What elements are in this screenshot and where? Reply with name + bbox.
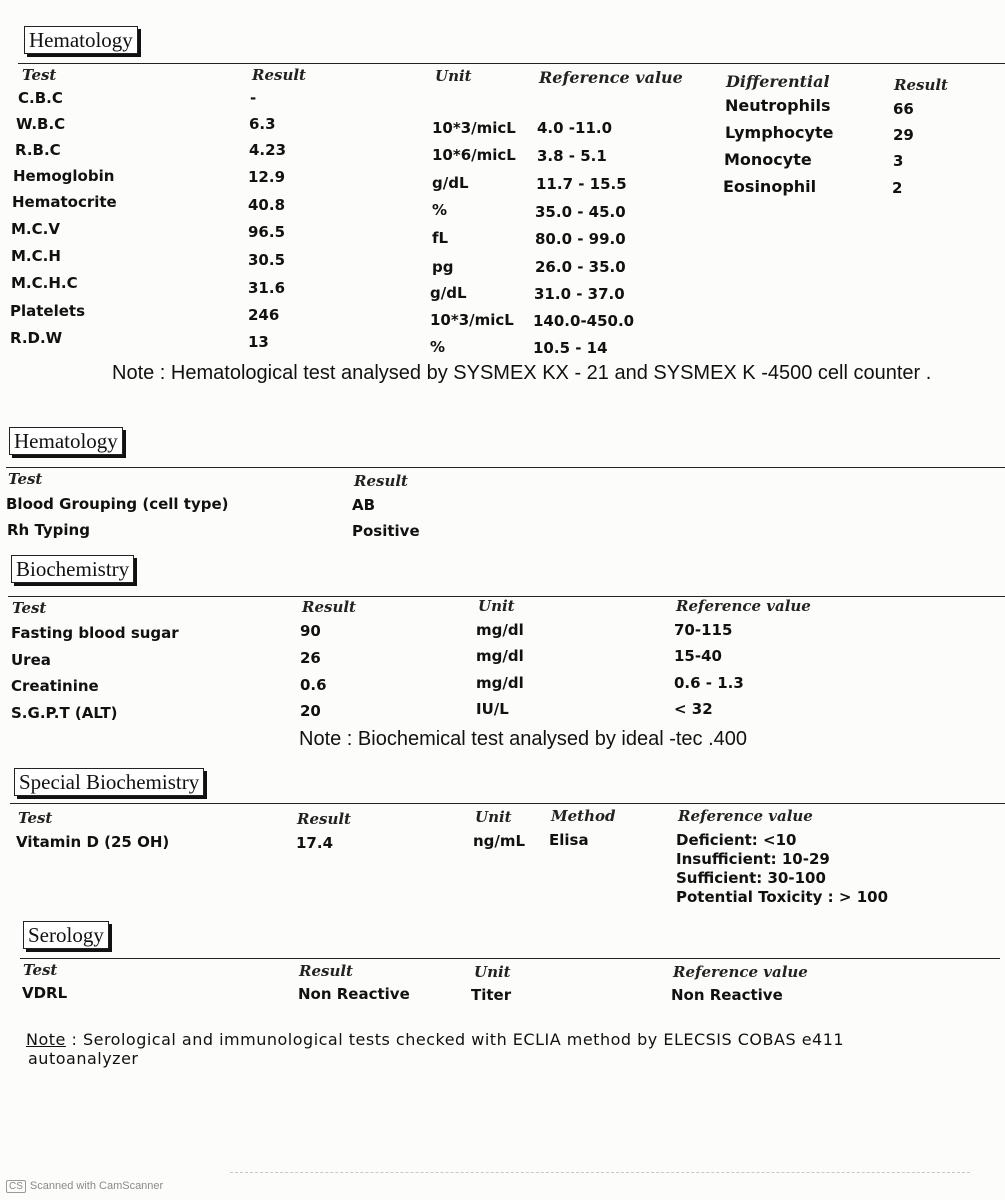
col-header-unit: Unit <box>478 597 515 615</box>
section-rule <box>10 803 1005 804</box>
differential-result: 2 <box>892 179 903 197</box>
scanner-watermark <box>6 1180 163 1193</box>
test-unit: 10*6/micL <box>432 146 516 164</box>
col-header-result: Result <box>297 810 351 828</box>
test-reference: 35.0 - 45.0 <box>535 203 626 221</box>
test-result: 13 <box>248 333 269 351</box>
test-name: M.C.H <box>11 247 61 265</box>
col-header-differential: Differential <box>726 72 830 91</box>
reference-line: Insufficient: 10-29 <box>676 850 830 868</box>
test-name: M.C.V <box>11 220 60 238</box>
col-header-reference: Reference value <box>678 807 813 825</box>
section-title-hematology-blood: Hematology <box>9 427 123 455</box>
col-header-result: Result <box>354 472 408 490</box>
test-unit: mg/dl <box>476 647 524 665</box>
test-unit: pg <box>432 258 454 276</box>
test-name: Hematocrite <box>12 193 117 211</box>
test-unit: % <box>430 338 446 356</box>
test-name: Blood Grouping (cell type) <box>6 495 229 513</box>
test-name: C.B.C <box>18 89 63 107</box>
differential-result: 66 <box>893 100 914 118</box>
test-result: 40.8 <box>248 196 286 214</box>
differential-name: Neutrophils <box>725 96 831 115</box>
col-header-unit: Unit <box>474 963 511 981</box>
test-result: Non Reactive <box>298 985 410 1003</box>
test-name: VDRL <box>22 984 68 1002</box>
test-reference: 70-115 <box>674 621 733 639</box>
test-result: 6.3 <box>249 115 276 133</box>
test-result: 26 <box>300 649 321 667</box>
section-title-biochemistry: Biochemistry <box>11 555 134 583</box>
test-unit: 10*3/micL <box>430 311 514 329</box>
reference-range <box>676 831 888 907</box>
test-result: AB <box>352 496 376 514</box>
section-title-hematology: Hematology <box>24 26 138 54</box>
test-unit: IU/L <box>476 700 509 718</box>
col-header-test: Test <box>8 470 43 488</box>
note-label: Note <box>26 1030 66 1049</box>
col-header-method: Method <box>551 807 616 825</box>
col-header-unit: Unit <box>435 67 472 85</box>
test-name: Urea <box>11 651 51 669</box>
test-result: 20 <box>300 702 321 720</box>
col-header-reference: Reference value <box>676 597 811 615</box>
col-header-reference: Reference value <box>539 68 683 87</box>
biochemistry-note: Note : Biochemical test analysed by ideal -tec .400 <box>299 728 748 750</box>
test-result: 31.6 <box>248 279 286 297</box>
reference-line: Deficient: <10 <box>676 831 797 849</box>
test-reference: 0.6 - 1.3 <box>674 674 744 692</box>
test-method: Elisa <box>549 831 589 849</box>
section-rule <box>18 63 1005 64</box>
differential-name: Eosinophil <box>723 177 817 196</box>
test-name: Fasting blood sugar <box>11 624 179 642</box>
test-reference: 26.0 - 35.0 <box>535 258 626 276</box>
test-name: Rh Typing <box>7 521 90 539</box>
test-unit: % <box>432 201 448 219</box>
col-header-result: Result <box>299 962 353 980</box>
col-header-test: Test <box>12 599 47 617</box>
test-unit: fL <box>432 229 449 247</box>
test-name: M.C.H.C <box>11 274 78 292</box>
test-result: 4.23 <box>249 141 287 159</box>
section-rule <box>20 958 1000 959</box>
scanner-text: Scanned with CamScanner <box>29 1180 164 1192</box>
test-unit: mg/dl <box>476 674 524 692</box>
test-reference: Non Reactive <box>671 986 783 1004</box>
serology-note-line2: autoanalyzer <box>28 1049 139 1068</box>
section-title-special-biochemistry: Special Biochemistry <box>14 768 204 796</box>
test-reference: 15-40 <box>674 647 722 665</box>
reference-line: Sufficient: 30-100 <box>676 869 826 887</box>
hematology-note: Note : Hematological test analysed by SYSMEX KX - 21 and SYSMEX K -4500 cell counter . <box>112 362 932 384</box>
serology-note <box>26 1030 844 1049</box>
test-unit: g/dL <box>430 284 467 302</box>
test-name: Platelets <box>10 302 86 320</box>
test-name: Vitamin D (25 OH) <box>16 833 170 851</box>
test-unit: g/dL <box>432 174 469 192</box>
test-name: W.B.C <box>16 115 66 133</box>
col-header-test: Test <box>18 809 53 827</box>
test-result: 90 <box>300 622 321 640</box>
col-header-reference: Reference value <box>673 963 808 981</box>
divider <box>230 1172 970 1173</box>
test-reference: 3.8 - 5.1 <box>537 147 607 165</box>
note-text: : Serological and immunological tests checked with ECLIA method by ELECSIS COBAS e411 <box>65 1030 845 1049</box>
test-reference: 10.5 - 14 <box>533 339 608 357</box>
test-name: R.B.C <box>15 141 61 159</box>
camscanner-logo: CS <box>6 1180 26 1193</box>
test-result: Positive <box>352 522 420 540</box>
col-header-test: Test <box>22 66 57 84</box>
col-header-unit: Unit <box>475 808 512 826</box>
col-header-result: Result <box>252 66 306 84</box>
reference-line: Potential Toxicity : > 100 <box>676 888 889 906</box>
test-unit: 10*3/micL <box>432 119 516 137</box>
differential-name: Monocyte <box>724 150 812 169</box>
test-reference: 4.0 -11.0 <box>537 119 613 137</box>
test-result: 0.6 <box>300 676 327 694</box>
test-result: 17.4 <box>296 834 334 852</box>
test-result: 30.5 <box>248 251 286 269</box>
test-unit: Titer <box>471 986 512 1004</box>
test-name: Creatinine <box>11 677 99 695</box>
differential-name: Lymphocyte <box>725 123 834 142</box>
test-unit: mg/dl <box>476 621 524 639</box>
test-reference: 140.0-450.0 <box>533 312 635 330</box>
test-reference: < 32 <box>674 700 713 718</box>
col-header-test: Test <box>23 961 58 979</box>
test-result: 12.9 <box>248 168 286 186</box>
test-reference: 31.0 - 37.0 <box>534 285 625 303</box>
differential-result: 3 <box>893 152 904 170</box>
test-reference: 11.7 - 15.5 <box>536 175 627 193</box>
test-reference: 80.0 - 99.0 <box>535 230 626 248</box>
col-header-diff-result: Result <box>894 76 948 94</box>
test-name: Hemoglobin <box>13 167 115 185</box>
test-result: 246 <box>248 306 280 324</box>
section-title-serology: Serology <box>23 921 109 949</box>
test-unit: ng/mL <box>473 832 526 850</box>
test-result: 96.5 <box>248 223 286 241</box>
test-result: - <box>250 89 257 107</box>
col-header-result: Result <box>302 598 356 616</box>
test-name: R.D.W <box>10 329 63 347</box>
section-rule <box>6 467 1005 468</box>
test-name: S.G.P.T (ALT) <box>11 704 118 722</box>
differential-result: 29 <box>893 126 914 144</box>
